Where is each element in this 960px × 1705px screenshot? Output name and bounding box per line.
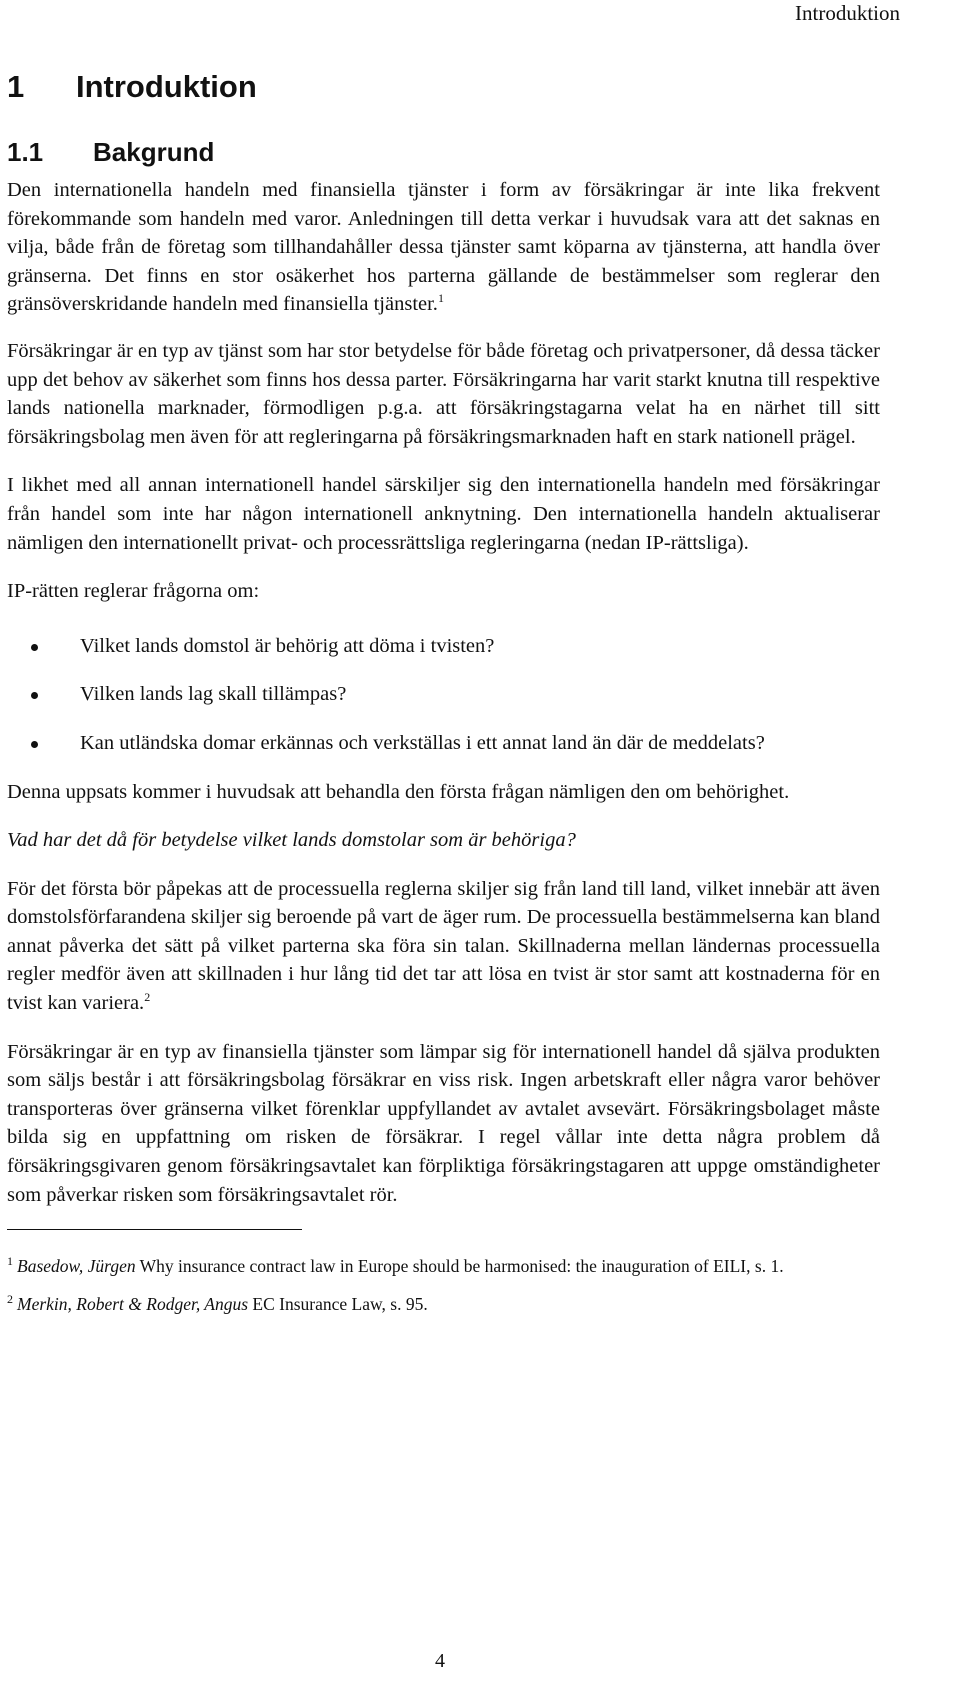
list-item xyxy=(7,632,880,661)
footnote-text: Why insurance contract law in Europe should be harmonised: the inauguration of EILI, s. 1. xyxy=(139,1256,784,1277)
footnote-separator xyxy=(7,1229,302,1230)
footnote-2 xyxy=(7,1292,880,1316)
chapter-heading xyxy=(7,68,880,106)
bullet-icon xyxy=(31,692,38,699)
paragraph-1 xyxy=(7,176,880,319)
bullet-icon xyxy=(31,741,38,748)
paragraph-1-text: Den internationella handeln med finansiella tjänster i form av försäkringar är inte lika frekvent förekommande som handeln med varor. Anledningen till detta verkar i huvudsak vara att det saknas en vilja, både från de företag som tillhandahåller dessa tjänster samt köparna av tjänsterna, att handla över gränserna. Det finns en stor osäkerhet hos parterna gällande de bestämmelser som reglerar den gränsöverskridande handeln med finansiella tjänster. xyxy=(7,179,880,316)
paragraph-2: Försäkringar är en typ av tjänst som har stor betydelse för både företag och privatpersoner, då dessa täcker upp det behov av säkerhet som finns hos dessa parter. Försäkringarna har varit starkt knutna till respektive lands nationella marknader, förmodligen p.g.a. att försäkringstagarna velat ha en närhet till sitt försäkringsbolag men även för att regleringarna på försäkringsmarknaden haft en stark nationell prägel. xyxy=(7,339,880,448)
footnote-1 xyxy=(7,1254,880,1278)
section-number: 1.1 xyxy=(7,137,44,167)
footnote-author: Merkin, Robert & Rodger, Angus xyxy=(17,1294,249,1315)
list-item-text: Vilken lands lag skall tillämpas? xyxy=(80,683,347,706)
footnote-ref-1: 1 xyxy=(437,291,444,306)
running-header: Introduktion xyxy=(795,1,900,25)
list-item xyxy=(7,729,880,758)
page-number: 4 xyxy=(435,1650,445,1672)
list-item-text: Vilket lands domstol är behörig att döma i tvisten? xyxy=(80,634,495,657)
chapter-number: 1 xyxy=(7,69,25,104)
chapter-title: Introduktion xyxy=(76,69,257,104)
footnote-ref-2: 2 xyxy=(144,990,151,1005)
page-content xyxy=(7,68,880,1330)
paragraph-7: Försäkringar är en typ av finansiella tjänster som lämpar sig för internationell handel då själva produkten som säljs består i att försäkringsbolag försäkrar en viss risk. Ingen arbetskraft eller några varor behöver transporteras över gränserna vilket förenklar uppfyllandet av avtalet avsevärt. Försäkringsbolaget måste bilda sig en uppfattning om risken de försäkrar. I regel vållar inte detta några problem då försäkringsgivaren genom försäkringsavtalet kan förpliktiga försäkringstagaren att uppge omständigheter som påverkar risken som försäkringsavtalet rör. xyxy=(7,1040,880,1206)
bullet-icon xyxy=(31,644,38,651)
paragraph-6 xyxy=(7,875,880,1018)
footnote-text: EC Insurance Law, s. 95. xyxy=(252,1294,428,1315)
italic-question: Vad har det då för betydelse vilket lands domstolar som är behöriga? xyxy=(7,829,576,852)
list-item xyxy=(7,680,880,709)
section-title: Bakgrund xyxy=(93,137,215,167)
paragraph-4: IP-rätten reglerar frågorna om: xyxy=(7,580,260,603)
section-heading xyxy=(7,136,880,168)
paragraph-6-text: För det första bör påpekas att de processuella reglerna skiljer sig från land till land, vilket innebär att även domstolsförfarandena skiljer sig beroende på vart de äger rum. De processuella bestämmelserna kan bland annat påverka det sätt på vilket parterna ska föra sin talan. Skillnaderna mellan ländernas processuella regler medför även att skillnaden i hur lång tid det tar att lösa en tvist är stor samt att kostnaderna för en tvist kan variera. xyxy=(7,877,880,1015)
footnote-mark: 1 xyxy=(7,1254,13,1269)
list-item-text: Kan utländska domar erkännas och verkställas i ett annat land än där de meddelats? xyxy=(80,731,765,754)
paragraph-5: Denna uppsats kommer i huvudsak att behandla den första frågan nämligen den om behörighet. xyxy=(7,780,790,803)
footnote-author: Basedow, Jürgen xyxy=(17,1256,136,1277)
question-list xyxy=(7,632,880,758)
paragraph-3: I likhet med all annan internationell handel särskiljer sig den internationella handeln med försäkringar från handel som inte har någon internationell anknytning. Den internationella handeln aktualiserar nämligen den internationellt privat- och processrättsliga regleringarna (nedan IP-rättsliga). xyxy=(7,474,880,554)
footnote-mark: 2 xyxy=(7,1292,13,1307)
